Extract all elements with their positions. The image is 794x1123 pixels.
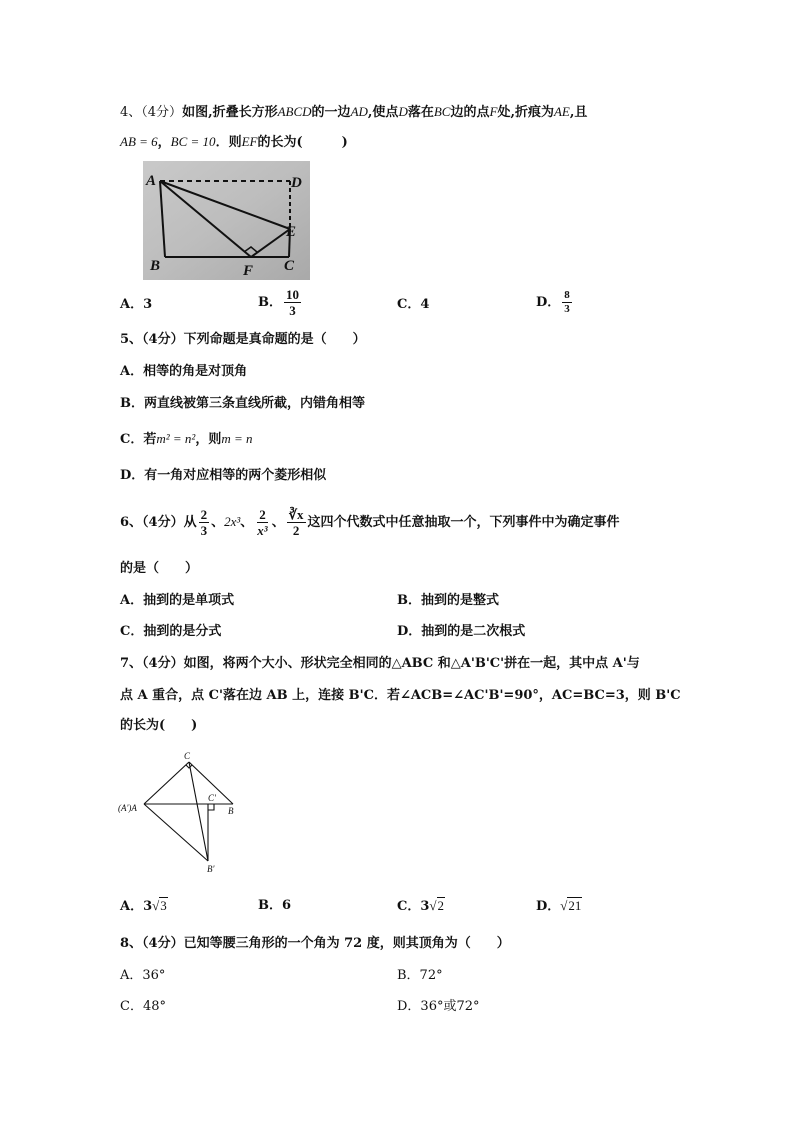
q7-option-d-label: D． [536, 899, 561, 914]
q5-option-b[interactable]: B．两直线被第三条直线所截，内错角相等 [120, 396, 365, 411]
q7-option-b[interactable]: B．6 [258, 898, 292, 913]
q4-option-a-text: A．3 [120, 297, 153, 312]
q4-option-d-label: D． [536, 295, 561, 310]
q4-option-c[interactable] [397, 296, 429, 314]
q4-math: AE [553, 104, 570, 119]
q5-option-d[interactable]: D．有一角对应相等的两个菱形相似 [120, 468, 327, 483]
q4-math: EF [241, 134, 258, 149]
q6-separator: 、 [271, 515, 285, 530]
q4-option-b[interactable] [258, 287, 303, 318]
q4-number: 4、 [120, 105, 142, 120]
q4-math: ABCD [277, 104, 312, 119]
q7-option-c[interactable] [397, 897, 445, 916]
q6-term-2: 2x³ [224, 514, 241, 529]
q4-option-c-text: C．4 [397, 297, 430, 312]
q7-label-a: (A')A [118, 803, 137, 813]
q7-option-c-sqrt: √2 [429, 898, 445, 913]
q4-label-f: F [243, 263, 254, 279]
q6-separator: 、 [211, 515, 225, 530]
q7-option-a-sqrt: √3 [152, 898, 167, 913]
q7-label-b: B [228, 806, 234, 816]
q6-fraction-4 [287, 507, 306, 538]
q6-fraction-3 [255, 507, 269, 538]
q4-label-e: E [286, 224, 297, 240]
q8-option-c[interactable]: C．48° [120, 999, 166, 1014]
q5-option-a[interactable]: A．相等的角是对顶角 [120, 364, 248, 379]
q5-option-c-math: m² = n² [156, 431, 196, 446]
q8-option-d[interactable]: D．36°或72° [397, 999, 480, 1014]
q6-text: 这四个代数式中任意抽取一个，下列事件中为确定事件 [307, 515, 620, 530]
q6-option-d[interactable]: D．抽到的是二次根式 [397, 624, 526, 639]
q8-option-b[interactable]: B．72° [397, 968, 443, 983]
q4-text: 边的点 [450, 105, 490, 120]
q7-figure [115, 748, 245, 880]
q4-option-d-fraction [562, 289, 572, 316]
fraction-numerator: 2 [259, 507, 266, 522]
q7-stem-line2: 点 A 重合，点 C'落在边 AB 上，连接 B'C．若∠ACB=∠AC'B'=90°，AC=BC=3，则 B'C [120, 688, 681, 703]
q4-label-d: D [291, 175, 302, 191]
q4-figure [143, 161, 310, 280]
q7-option-a[interactable] [120, 897, 168, 916]
q5-option-c-label: C．若 [120, 432, 157, 447]
q4-text: 处,折痕为 [497, 105, 554, 120]
radicand: 3 [160, 898, 167, 913]
fraction-numerator: 10 [286, 287, 299, 302]
q7-label-c: C [184, 751, 191, 761]
q4-math: BC [433, 104, 451, 119]
q7-label-c-prime: C' [208, 793, 216, 803]
q4-score: （4分） [141, 105, 183, 120]
fraction-numerator: 2 [200, 507, 208, 522]
q4-math: AB = 6 [120, 134, 158, 149]
q7-right-angle-c2 [208, 804, 214, 810]
fraction-denominator: 3 [564, 303, 570, 315]
q7-label-b-prime: B' [207, 864, 215, 874]
q7-option-d[interactable] [536, 897, 582, 916]
q4-stem-line2 [120, 133, 348, 152]
fraction-denominator: 2 [292, 523, 300, 538]
q4-text: 的一边 [311, 105, 351, 120]
q6-option-a[interactable]: A．抽到的是单项式 [120, 593, 235, 608]
q4-math: D [398, 104, 408, 119]
q4-text: ,且 [569, 105, 588, 120]
q7-option-c-label: C．3 [397, 899, 430, 914]
q6-text: 6、（4分）从 [120, 515, 197, 530]
q7-edge-ac [144, 762, 189, 804]
q6-option-c[interactable]: C．抽到的是分式 [120, 624, 222, 639]
q4-stem-line1 [120, 103, 587, 122]
q4-label-c: C [284, 258, 295, 274]
radicand: 2 [437, 898, 445, 913]
q4-math: AD [350, 104, 368, 119]
q4-option-d[interactable] [536, 289, 574, 316]
q5-option-c[interactable] [120, 430, 253, 449]
fraction-numerator: ∛x [288, 507, 304, 522]
q7-stem-line1: 7、（4分）如图，将两个大小、形状完全相同的△ABC 和△A'B'C'拼在一起，其中点 A'与 [120, 656, 640, 671]
fraction-denominator: x³ [257, 523, 268, 538]
q4-label-a: A [146, 173, 157, 189]
q7-stem-line3: 的长为( ) [120, 718, 198, 733]
q4-option-b-label: B． [258, 295, 282, 310]
q4-option-a[interactable] [120, 296, 152, 314]
q5-stem: 5、（4分）下列命题是真命题的是（ ） [120, 332, 366, 347]
q4-label-b: B [150, 258, 161, 274]
fraction-denominator: 3 [289, 303, 296, 318]
q5-option-c-text: ，则 [195, 432, 222, 447]
q4-text: ， [157, 135, 171, 150]
q6-separator: 、 [240, 515, 254, 530]
fraction-denominator: 3 [200, 523, 208, 538]
q5-option-c-math: m = n [221, 431, 253, 446]
q4-math: BC = 10 [170, 134, 216, 149]
q4-text: ,使点 [367, 105, 399, 120]
q7-right-angle-c [186, 765, 192, 768]
q4-option-b-fraction [284, 287, 301, 318]
radicand: 21 [568, 898, 582, 913]
q4-math: F [489, 104, 498, 119]
q6-fraction-1 [199, 507, 210, 538]
q4-text: 如图,折叠长方形 [182, 105, 278, 120]
q6-option-b[interactable]: B．抽到的是整式 [397, 593, 499, 608]
fraction-numerator: 8 [564, 289, 570, 301]
q7-option-a-label: A．3 [120, 899, 153, 914]
q4-text: 的长为( ) [257, 135, 348, 150]
q4-text: ．则 [215, 135, 242, 150]
q4-text: 落在 [407, 105, 434, 120]
q8-stem: 8、（4分）已知等腰三角形的一个角为 72 度，则其顶角为（ ） [120, 936, 510, 951]
q6-stem-line2: 的是（ ） [120, 561, 199, 576]
q7-option-d-sqrt: √21 [560, 898, 582, 913]
q6-stem-line1 [120, 502, 620, 543]
q8-option-a[interactable]: A．36° [120, 968, 166, 983]
